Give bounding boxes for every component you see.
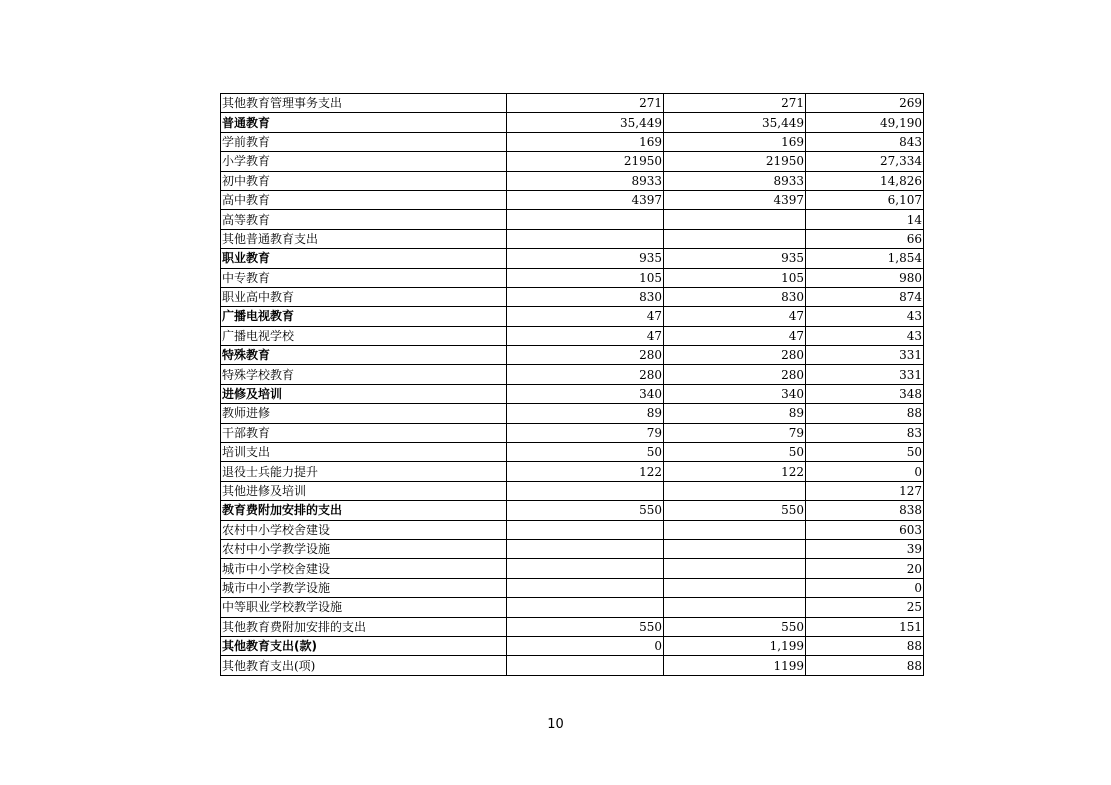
table-row	[221, 94, 924, 113]
value-cell-col2: 830	[664, 287, 806, 306]
row-name-cell: 其他进修及培训	[221, 481, 507, 500]
value-cell-col2: 280	[664, 346, 806, 365]
row-name-cell: 职业高中教育	[221, 287, 507, 306]
row-name-cell: 城市中小学校舍建设	[221, 559, 507, 578]
value-cell-col3: 127	[806, 481, 924, 500]
value-cell-col1	[507, 520, 664, 539]
table-row	[221, 171, 924, 190]
value-cell-col1	[507, 539, 664, 558]
value-cell-col2: 340	[664, 384, 806, 403]
value-cell-col1	[507, 578, 664, 597]
table-row	[221, 190, 924, 209]
row-name-cell: 其他教育管理事务支出	[221, 94, 507, 113]
value-cell-col3: 6,107	[806, 190, 924, 209]
value-cell-col1	[507, 481, 664, 500]
value-cell-col2: 105	[664, 268, 806, 287]
value-cell-col1: 89	[507, 404, 664, 423]
value-cell-col2: 280	[664, 365, 806, 384]
value-cell-col3: 1,854	[806, 249, 924, 268]
row-name-cell: 特殊学校教育	[221, 365, 507, 384]
row-name-cell: 特殊教育	[221, 346, 507, 365]
value-cell-col2: 21950	[664, 152, 806, 171]
row-name-cell: 教育费附加安排的支出	[221, 501, 507, 520]
row-name-cell: 干部教育	[221, 423, 507, 442]
value-cell-col3: 66	[806, 229, 924, 248]
table-row	[221, 287, 924, 306]
value-cell-col2: 35,449	[664, 113, 806, 132]
row-name-cell: 其他教育支出(项)	[221, 656, 507, 675]
value-cell-col3: 50	[806, 443, 924, 462]
value-cell-col1: 4397	[507, 190, 664, 209]
value-cell-col3: 88	[806, 656, 924, 675]
row-name-cell: 其他教育费附加安排的支出	[221, 617, 507, 636]
table-row	[221, 132, 924, 151]
row-name-cell: 城市中小学教学设施	[221, 578, 507, 597]
table-row	[221, 539, 924, 558]
value-cell-col2: 122	[664, 462, 806, 481]
row-name-cell: 农村中小学校舍建设	[221, 520, 507, 539]
value-cell-col2: 47	[664, 307, 806, 326]
value-cell-col3: 269	[806, 94, 924, 113]
value-cell-col1: 280	[507, 346, 664, 365]
value-cell-col1: 8933	[507, 171, 664, 190]
value-cell-col1: 47	[507, 326, 664, 345]
value-cell-col1	[507, 598, 664, 617]
value-cell-col3: 0	[806, 462, 924, 481]
table-row-category	[221, 501, 924, 520]
value-cell-col3: 25	[806, 598, 924, 617]
value-cell-col1: 0	[507, 636, 664, 655]
value-cell-col2: 550	[664, 501, 806, 520]
value-cell-col1	[507, 656, 664, 675]
value-cell-col2	[664, 598, 806, 617]
table-row	[221, 404, 924, 423]
value-cell-col1: 550	[507, 617, 664, 636]
value-cell-col3: 49,190	[806, 113, 924, 132]
table-row	[221, 481, 924, 500]
value-cell-col2: 935	[664, 249, 806, 268]
table-row	[221, 326, 924, 345]
value-cell-col3: 43	[806, 326, 924, 345]
table-row-category	[221, 249, 924, 268]
budget-table	[220, 93, 924, 676]
table-row	[221, 268, 924, 287]
table-row	[221, 520, 924, 539]
row-name-cell: 普通教育	[221, 113, 507, 132]
row-name-cell: 广播电视学校	[221, 326, 507, 345]
table-row-category	[221, 636, 924, 655]
value-cell-col1	[507, 210, 664, 229]
value-cell-col1	[507, 559, 664, 578]
value-cell-col1: 550	[507, 501, 664, 520]
value-cell-col2: 50	[664, 443, 806, 462]
value-cell-col3: 27,334	[806, 152, 924, 171]
row-name-cell: 中专教育	[221, 268, 507, 287]
row-name-cell: 高等教育	[221, 210, 507, 229]
value-cell-col1: 79	[507, 423, 664, 442]
value-cell-col1: 280	[507, 365, 664, 384]
value-cell-col2: 47	[664, 326, 806, 345]
value-cell-col2	[664, 578, 806, 597]
value-cell-col3: 874	[806, 287, 924, 306]
page-number: 10	[547, 717, 564, 732]
value-cell-col2	[664, 539, 806, 558]
table-row	[221, 617, 924, 636]
value-cell-col2: 4397	[664, 190, 806, 209]
value-cell-col2: 1,199	[664, 636, 806, 655]
row-name-cell: 其他普通教育支出	[221, 229, 507, 248]
value-cell-col3: 980	[806, 268, 924, 287]
value-cell-col2: 8933	[664, 171, 806, 190]
value-cell-col3: 20	[806, 559, 924, 578]
table-row-category	[221, 346, 924, 365]
row-name-cell: 进修及培训	[221, 384, 507, 403]
value-cell-col1: 47	[507, 307, 664, 326]
value-cell-col2	[664, 210, 806, 229]
value-cell-col3: 331	[806, 346, 924, 365]
value-cell-col2: 1199	[664, 656, 806, 675]
value-cell-col2: 550	[664, 617, 806, 636]
row-name-cell: 高中教育	[221, 190, 507, 209]
value-cell-col3: 331	[806, 365, 924, 384]
row-name-cell: 初中教育	[221, 171, 507, 190]
table-row	[221, 423, 924, 442]
value-cell-col1: 50	[507, 443, 664, 462]
value-cell-col1: 340	[507, 384, 664, 403]
value-cell-col3: 83	[806, 423, 924, 442]
table-row	[221, 656, 924, 675]
value-cell-col1	[507, 229, 664, 248]
row-name-cell: 中等职业学校教学设施	[221, 598, 507, 617]
value-cell-col2: 169	[664, 132, 806, 151]
row-name-cell: 广播电视教育	[221, 307, 507, 326]
value-cell-col1: 271	[507, 94, 664, 113]
row-name-cell: 农村中小学教学设施	[221, 539, 507, 558]
value-cell-col2	[664, 520, 806, 539]
table-row	[221, 443, 924, 462]
row-name-cell: 其他教育支出(款)	[221, 636, 507, 655]
row-name-cell: 教师进修	[221, 404, 507, 423]
value-cell-col1: 35,449	[507, 113, 664, 132]
value-cell-col3: 348	[806, 384, 924, 403]
table-row	[221, 365, 924, 384]
value-cell-col2	[664, 559, 806, 578]
value-cell-col3: 43	[806, 307, 924, 326]
value-cell-col3: 39	[806, 539, 924, 558]
table-row	[221, 559, 924, 578]
table-body	[221, 94, 924, 676]
value-cell-col3: 603	[806, 520, 924, 539]
value-cell-col3: 88	[806, 404, 924, 423]
value-cell-col1: 830	[507, 287, 664, 306]
value-cell-col2: 89	[664, 404, 806, 423]
table-row	[221, 152, 924, 171]
table-row	[221, 598, 924, 617]
table-row	[221, 462, 924, 481]
row-name-cell: 小学教育	[221, 152, 507, 171]
value-cell-col3: 88	[806, 636, 924, 655]
table-row	[221, 578, 924, 597]
row-name-cell: 退役士兵能力提升	[221, 462, 507, 481]
value-cell-col3: 151	[806, 617, 924, 636]
table-row-category	[221, 384, 924, 403]
table-row	[221, 229, 924, 248]
row-name-cell: 学前教育	[221, 132, 507, 151]
value-cell-col2	[664, 229, 806, 248]
row-name-cell: 职业教育	[221, 249, 507, 268]
row-name-cell: 培训支出	[221, 443, 507, 462]
value-cell-col3: 0	[806, 578, 924, 597]
value-cell-col2: 79	[664, 423, 806, 442]
value-cell-col1: 935	[507, 249, 664, 268]
value-cell-col2	[664, 481, 806, 500]
value-cell-col1: 169	[507, 132, 664, 151]
value-cell-col3: 838	[806, 501, 924, 520]
value-cell-col1: 21950	[507, 152, 664, 171]
value-cell-col3: 843	[806, 132, 924, 151]
table-row-category	[221, 113, 924, 132]
value-cell-col3: 14,826	[806, 171, 924, 190]
value-cell-col1: 105	[507, 268, 664, 287]
value-cell-col2: 271	[664, 94, 806, 113]
value-cell-col3: 14	[806, 210, 924, 229]
table-row-category	[221, 307, 924, 326]
table-row	[221, 210, 924, 229]
value-cell-col1: 122	[507, 462, 664, 481]
